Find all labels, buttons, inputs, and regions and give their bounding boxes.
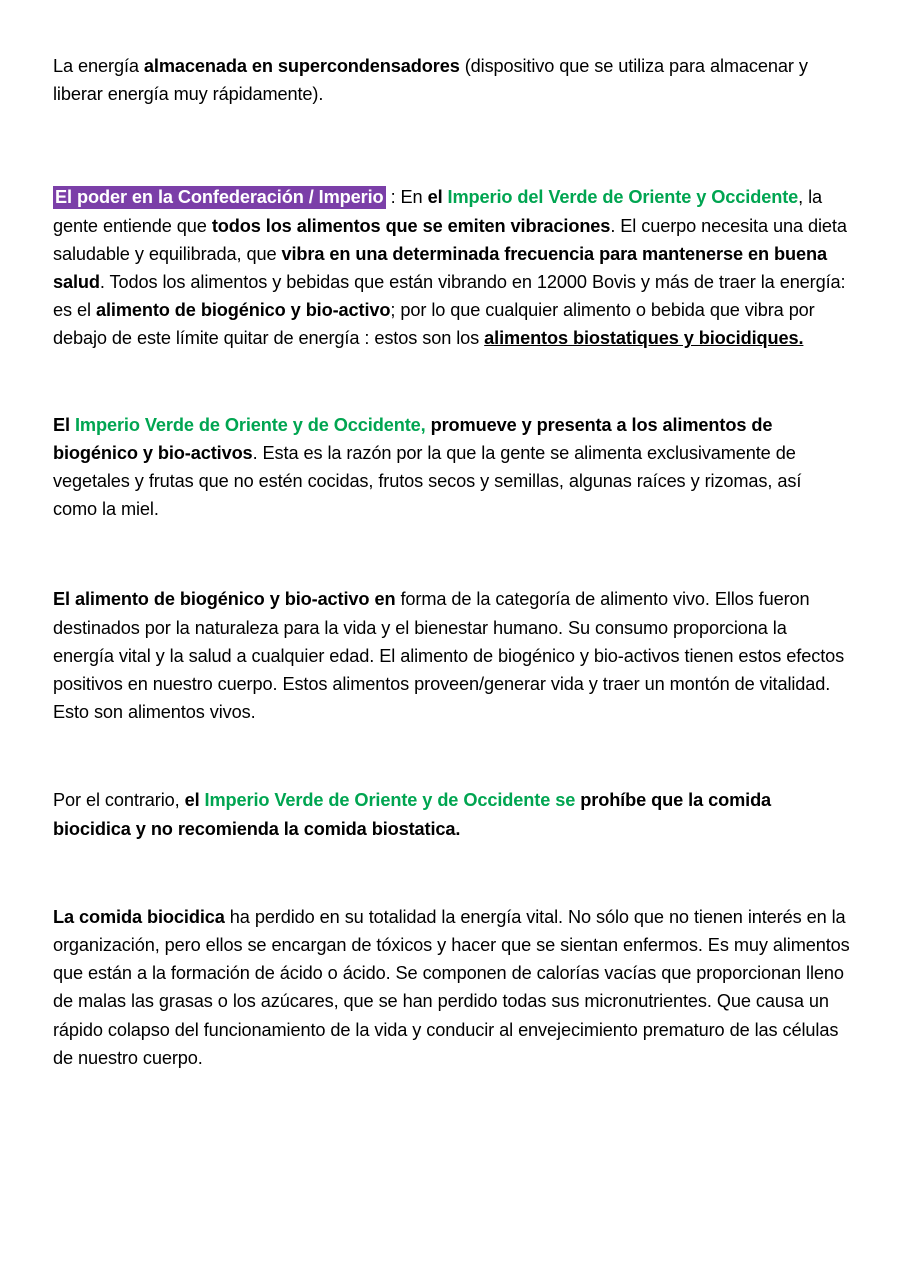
p2-run-9-bold: alimento de biogénico y bio-activo: [95, 300, 391, 321]
p1-run-2-bold: almacenada en supercondensadores: [143, 56, 460, 76]
p5-run-2-bold: el: [184, 790, 205, 811]
p2-run-5-bold: todos los alimentos que se emiten vibraciones: [211, 215, 611, 236]
paragraph-comida-biocidica: [53, 903, 850, 1072]
paragraph-spacer-4: [53, 726, 850, 786]
paragraph-por-el-contrario: [53, 786, 850, 842]
p2-run-11-bold-underline: alimentos biostatiques y biocidiques.: [484, 328, 804, 349]
p1-run-1: La energía: [53, 56, 144, 76]
paragraph-spacer-2: [53, 353, 850, 411]
p2-run-3-green-bold: Imperio del Verde de Oriente y Occidente: [447, 187, 799, 208]
p3-run-2-green-bold: Imperio Verde de Oriente y de Occidente,: [74, 414, 426, 435]
p3-run-4: . Esta es la razón por la que la gente se alimenta exclusivamente de vegetales y frutas que no estén cocidas, frutos secos y semillas, algunas raíces y rizomas, así como la miel.: [53, 442, 802, 520]
p2-run-10: ; por lo que cualquier alimento o bebida que vibra por debajo de este límite quitar de energía : estos son los: [53, 300, 815, 349]
p5-run-1: Por el contrario,: [53, 790, 185, 811]
p3-run-1-bold: El: [53, 414, 75, 435]
p2-run-2-bold: el: [427, 187, 448, 208]
p2-run-4: , la gente entiende que: [53, 187, 823, 236]
p4-run-1-bold: El alimento de biogénico y bio-activo en: [53, 589, 396, 610]
p2-run-8: . Todos los alimentos y bebidas que están vibrando en 12000 Bovis y más de traer la energía: es el: [53, 272, 846, 321]
p5-run-3-green-bold: Imperio Verde de Oriente y de Occidente se: [204, 790, 576, 811]
p2-run-7-bold: vibra en una determinada frecuencia para mantenerse en buena salud: [53, 243, 827, 293]
paragraph-poder-confederacion: [53, 183, 850, 352]
paragraph-alimento-biogenico: [53, 585, 850, 726]
p2-run-1: : En: [385, 187, 428, 208]
p5-run-4-bold: prohíbe que la comida biocidica y no recomienda la comida biostatica.: [53, 790, 772, 839]
paragraph-spacer-3: [53, 523, 850, 585]
paragraph-supercondensadores: [53, 52, 850, 108]
p6-run-2: ha perdido en su totalidad la energía vital. No sólo que no tienen interés en la organización, pero ellos se encargan de tóxicos y hacer que se sientan enfermos. Es muy alimentos que están a la formación de ácido o ácido. Se componen de calorías vacías que proporcionan lleno de malas las grasas o los azúcares, que se han perdido todas sus micronutrientes. Que causa un rápido colapso del funcionamiento de la vida y conducir al envejecimiento prematuro de las células de nuestro cuerpo.: [53, 906, 850, 1068]
paragraph-spacer-5: [53, 843, 850, 903]
p4-run-2: forma de la categoría de alimento vivo. Ellos fueron destinados por la naturaleza para la vida y el bienestar humano. Su consumo proporciona la energía vital y la salud a cualquier edad. El alimento de biogénico y bio-activos tienen estos efectos positivos en nuestro cuerpo. Estos alimentos proveen/generar vida y traer un montón de vitalidad. Esto son alimentos vivos.: [53, 589, 845, 723]
p2-run-6: . El cuerpo necesita una dieta saludable y equilibrada, que: [53, 215, 847, 264]
document-body: [53, 52, 850, 1072]
paragraph-spacer-1: [53, 108, 850, 183]
p1-run-3: (dispositivo que se utiliza para almacenar y liberar energía muy rápidamente).: [53, 56, 808, 105]
p3-run-3-bold: promueve y presenta a los alimentos de biogénico y bio-activos: [53, 414, 773, 463]
heading-highlight-poder-confederacion: El poder en la Confederación / Imperio: [55, 187, 384, 208]
paragraph-imperio-promueve: [53, 411, 850, 524]
p6-run-1-bold: La comida biocidica: [53, 906, 225, 927]
